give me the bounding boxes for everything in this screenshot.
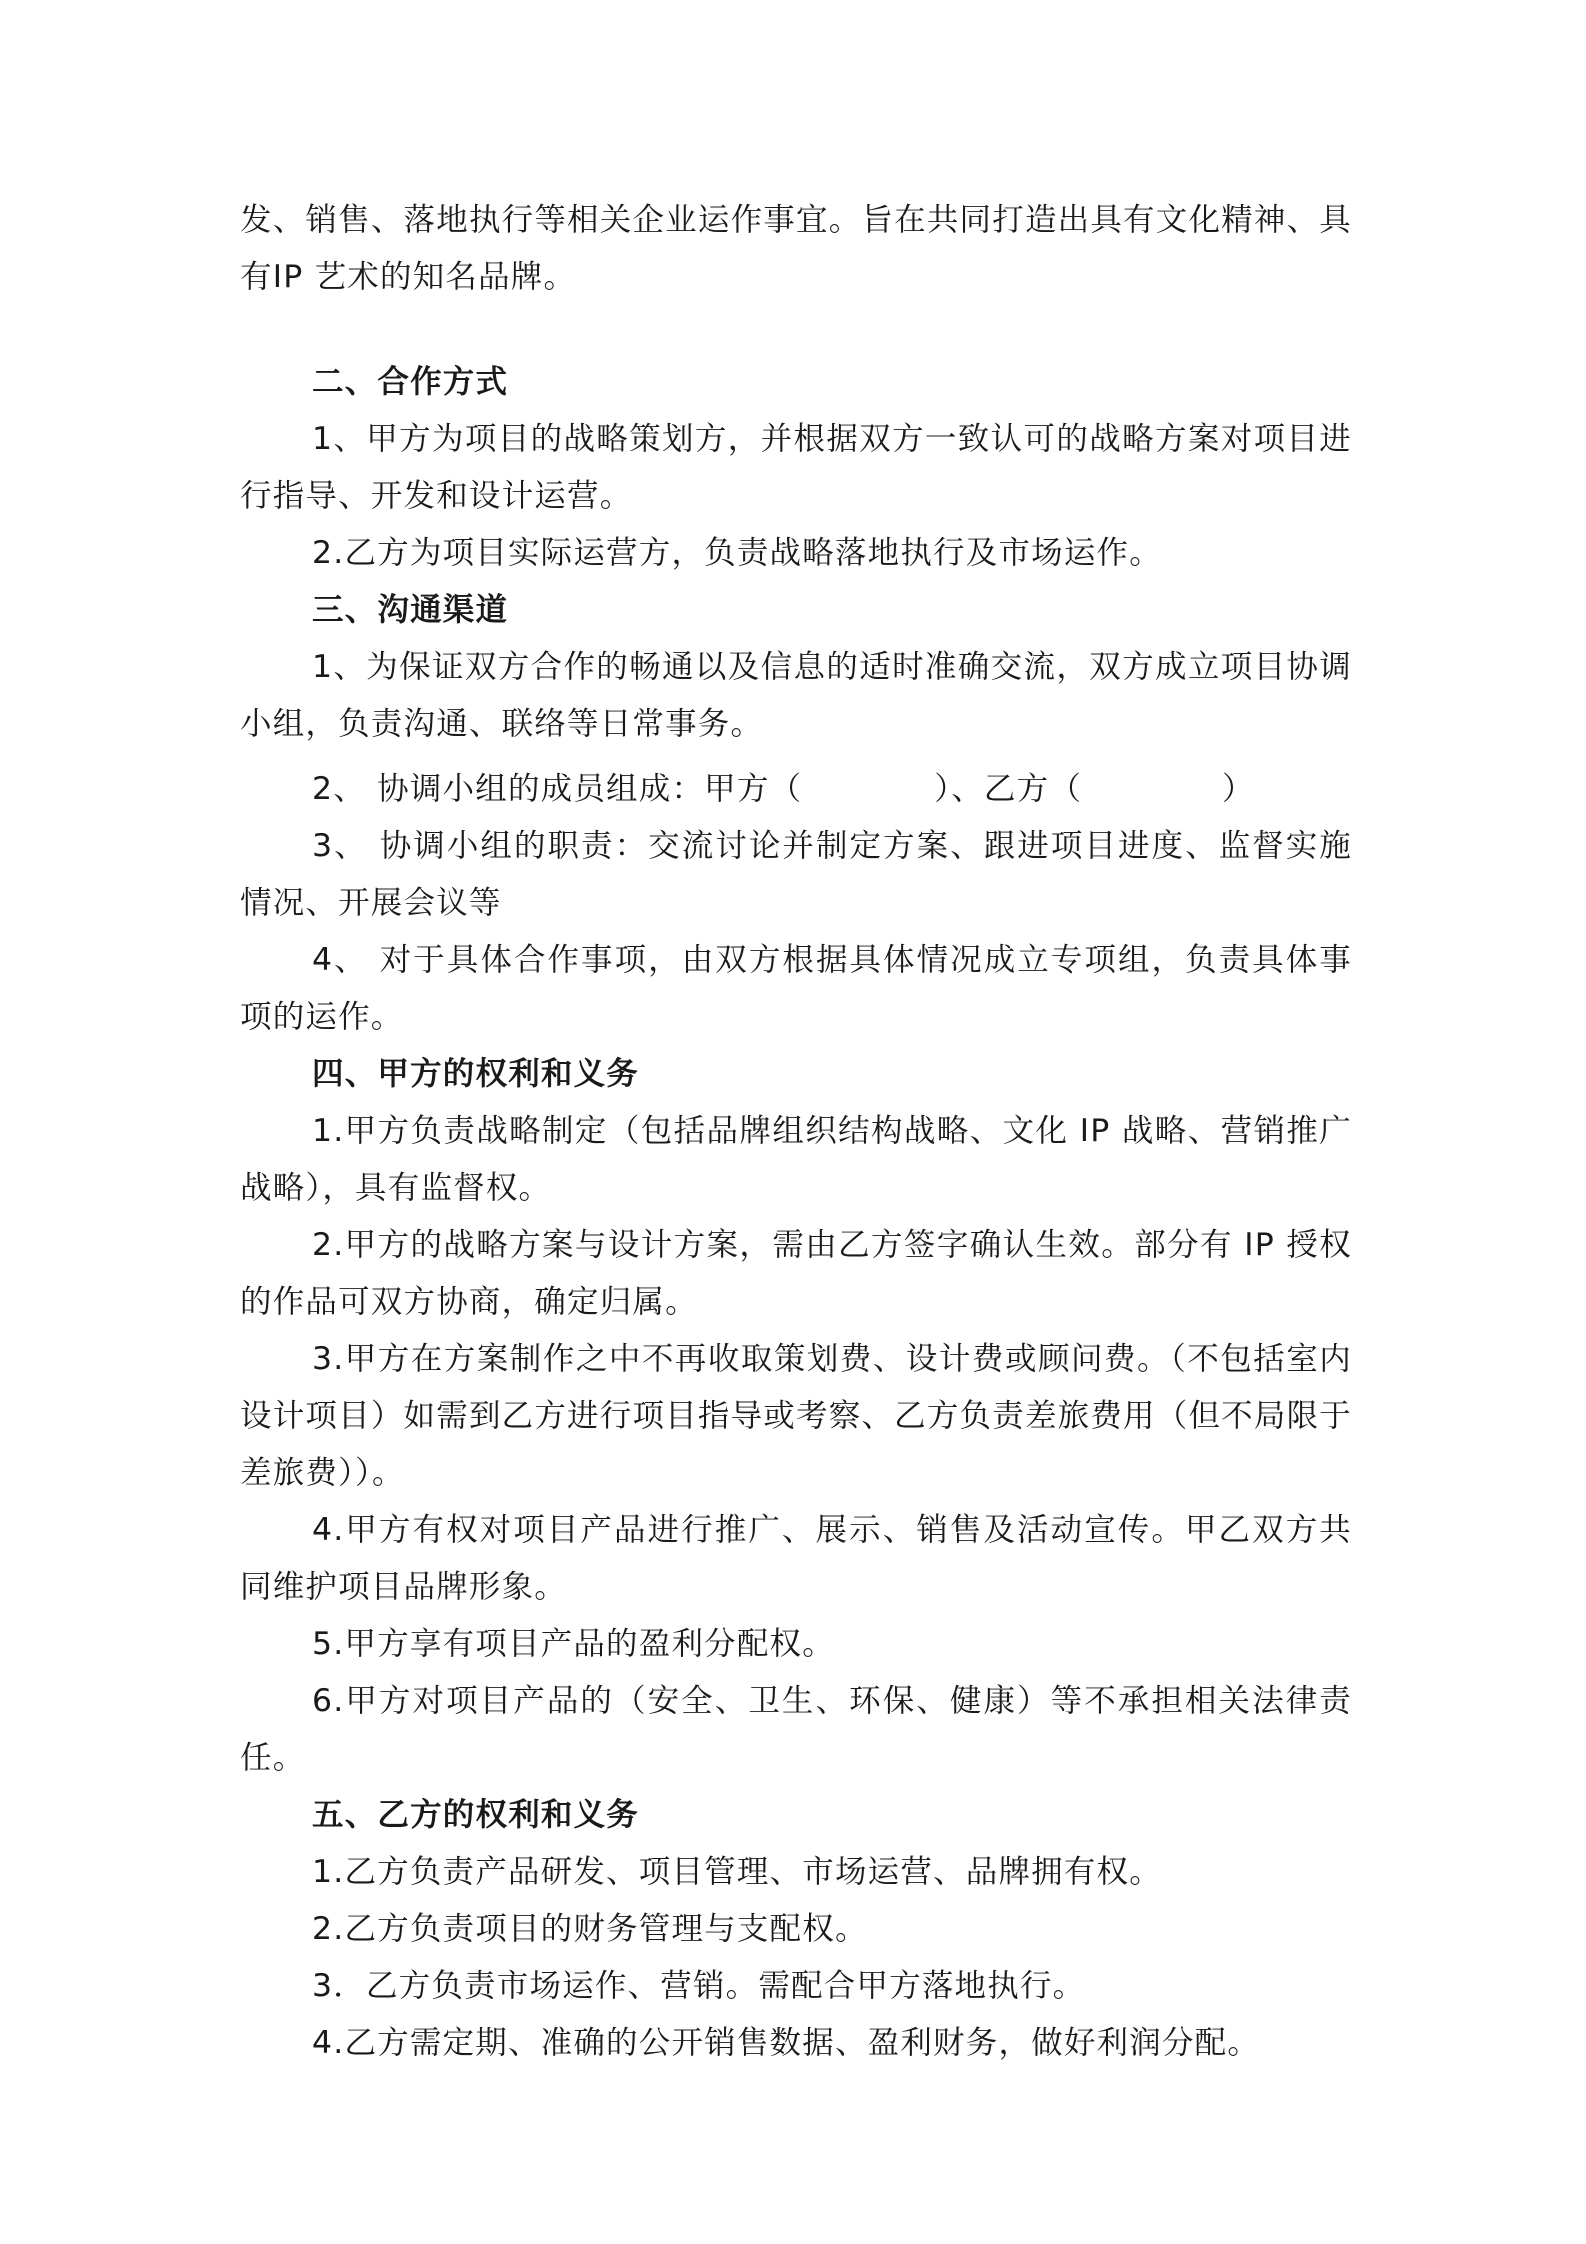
section-4-item-3: 3.甲方在方案制作之中不再收取策划费、设计费或顾问费。（不包括室内设计项目）如需到乙方进行项目指导或考察、乙方负责差旅费用（但不局限于差旅费））。 (240, 1341, 1352, 1491)
section-3-item-2 (240, 761, 1352, 818)
section-4-item-6: 6.甲方对项目产品的（安全、卫生、环保、健康）等不承担相关法律责任。 (240, 1683, 1352, 1776)
section-5-title: 五、乙方的权利和义务 (312, 1797, 640, 1833)
section-2-title: 二、合作方式 (312, 364, 509, 400)
section-4-item-5: 5.甲方享有项目产品的盈利分配权。 (312, 1626, 835, 1662)
section-3-item-1: 1、为保证双方合作的畅通以及信息的适时准确交流，双方成立项目协调小组，负责沟通、联络等日常事务。 (240, 649, 1352, 742)
members-suffix: ） (1222, 771, 1255, 807)
intro-paragraph: 发、销售、落地执行等相关企业运作事宜。旨在共同打造出具有文化精神、具有IP 艺术的知名品牌。 (240, 202, 1352, 295)
section-2-item-1: 1、甲方为项目的战略策划方，并根据双方一致认可的战略方案对项目进行指导、开发和设计运营。 (240, 421, 1352, 514)
section-5-item-3: 3．乙方负责市场运作、营销。需配合甲方落地执行。 (312, 1968, 1086, 2004)
section-5-item-2: 2.乙方负责项目的财务管理与支配权。 (312, 1911, 868, 1947)
section-2-item-2: 2.乙方为项目实际运营方，负责战略落地执行及市场运作。 (312, 535, 1162, 571)
section-3-item-3: 3、 协调小组的职责：交流讨论并制定方案、跟进项目进度、监督实施情况、开展会议等 (240, 828, 1352, 921)
members-prefix: 2、 协调小组的成员组成：甲方（ (312, 771, 803, 807)
section-5-item-4: 4.乙方需定期、准确的公开销售数据、盈利财务，做好利润分配。 (312, 2025, 1261, 2061)
section-4-item-1: 1.甲方负责战略制定（包括品牌组织结构战略、文化 IP 战略、营销推广战略），具有监督权。 (240, 1113, 1352, 1206)
section-4-item-2: 2.甲方的战略方案与设计方案，需由乙方签字确认生效。部分有 IP 授权的作品可双方协商，确定归属。 (240, 1227, 1352, 1320)
section-4-item-4: 4.甲方有权对项目产品进行推广、展示、销售及活动宣传。甲乙双方共同维护项目品牌形象。 (240, 1512, 1352, 1605)
members-middle: ）、乙方（ (934, 771, 1083, 807)
section-3-item-4: 4、 对于具体合作事项，由双方根据具体情况成立专项组，负责具体事项的运作。 (240, 942, 1352, 1035)
section-5-item-1: 1.乙方负责产品研发、项目管理、市场运营、品牌拥有权。 (312, 1854, 1162, 1890)
contract-body (240, 192, 1352, 2072)
section-3-title: 三、沟通渠道 (312, 592, 509, 628)
section-4-title: 四、甲方的权利和义务 (312, 1056, 640, 1092)
